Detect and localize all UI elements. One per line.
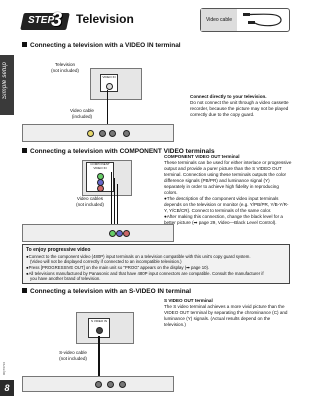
step-word: STEP xyxy=(28,15,55,26)
tip-line-3b: you have another brand of television. xyxy=(30,276,101,281)
section2-heading: Connecting a television with COMPONENT VIDEO terminals xyxy=(22,148,215,155)
accessory-label: Video cable xyxy=(201,9,237,31)
square-bullet-icon xyxy=(22,288,27,293)
cable-label: Video cable xyxy=(70,108,94,113)
s-video-in-terminal: S VIDEO IN xyxy=(88,318,110,338)
video-in-terminal: VIDEO IN xyxy=(100,74,118,92)
s-video-cable-label: S-video cable xyxy=(59,350,87,355)
s-video-diagram xyxy=(20,298,180,390)
player-rear-panel xyxy=(22,376,174,392)
section1-heading: Connecting a television with a VIDEO IN terminal xyxy=(22,42,181,49)
tv-label: Television xyxy=(54,62,76,67)
page-title: Television xyxy=(76,12,134,26)
video-cable-line xyxy=(107,90,108,124)
page-number: 8 xyxy=(0,380,14,396)
tip-title: To enjoy progressive video xyxy=(26,247,91,253)
s-video-cable-line xyxy=(98,336,100,376)
tip-line-3: ●All televisions manufactured by Panasonic and that have 480P input connectors are compatible. Consult the manufacturer if xyxy=(26,271,264,276)
video-cable-icon xyxy=(241,11,287,29)
tip-line-1b: (Video will not be displayed correctly if connected to an incompatible television.) xyxy=(30,259,182,264)
tip-line-1: ●Connect to the component video (480P) input terminals on a television compatible with this unit's copy guard system. xyxy=(26,254,251,259)
square-bullet-icon xyxy=(22,148,27,153)
s-video-cable-note: (not included) xyxy=(59,356,87,361)
page-code: RQT6716 xyxy=(2,362,6,376)
video-in-diagram xyxy=(20,52,180,142)
step-badge xyxy=(22,9,74,35)
tv-note: (not included) xyxy=(51,68,79,73)
section2-subheading: COMPONENT VIDEO OUT terminal xyxy=(164,154,240,159)
section2-bullet-2: ●After making this connection, change the black level for a better picture (➡ page 29, Video—Black Level Control). xyxy=(164,214,283,225)
accessory-box xyxy=(200,8,290,32)
progressive-tip-box xyxy=(22,244,290,284)
section1-body: Do not connect the unit through a video cassette recorder, because the picture may not be played correctly due to the copy guard. xyxy=(190,100,289,117)
cable-note: (included) xyxy=(71,114,93,119)
component-video-in-terminal: COMPONENT VIDEO IN xyxy=(86,162,114,192)
section3-subheading: S VIDEO OUT terminal xyxy=(164,298,213,303)
player-rear-panel xyxy=(22,124,174,142)
cables-note: (not included) xyxy=(76,202,104,207)
section3-body: The S video terminal achieves a more vivid picture than the VIDEO OUT terminal by separating the chrominance (C) and luminance (Y) signals. (Actual results depend on the television.) xyxy=(164,304,288,327)
step-number: 3 xyxy=(51,9,63,31)
player-rear-panel xyxy=(22,224,174,242)
section2-para: These terminals can be used for either interlace or progressive output and provide a purer picture than the S VIDEO OUT terminal. Connection using these terminals outputs the color difference signals (PB/PR) and luminance signal (Y) separately in order to achieve high fidelity in reproducing colors. xyxy=(164,160,292,195)
component-diagram xyxy=(20,158,180,242)
cables-label: Video cables xyxy=(76,196,104,201)
side-tab xyxy=(0,0,14,400)
square-bullet-icon xyxy=(22,42,27,47)
section3-heading: Connecting a television with an S-VIDEO IN terminal xyxy=(22,288,191,295)
tip-line-2: ●Press [PROGRESSIVE OUT] on the main unit so "PROG" appears on the display (➡ page 10). xyxy=(26,265,210,270)
section1-body-bold: Connect directly to your television. xyxy=(190,94,267,99)
section-tab-label: Simple setup xyxy=(2,62,8,100)
section2-bullet-1: ●The description of the component video input terminals depends on the television or monitor (e.g. Y/PB/PR, Y/B-Y/R-Y, Y/CB/CR). Connect to terminals of the same color. xyxy=(164,196,289,213)
